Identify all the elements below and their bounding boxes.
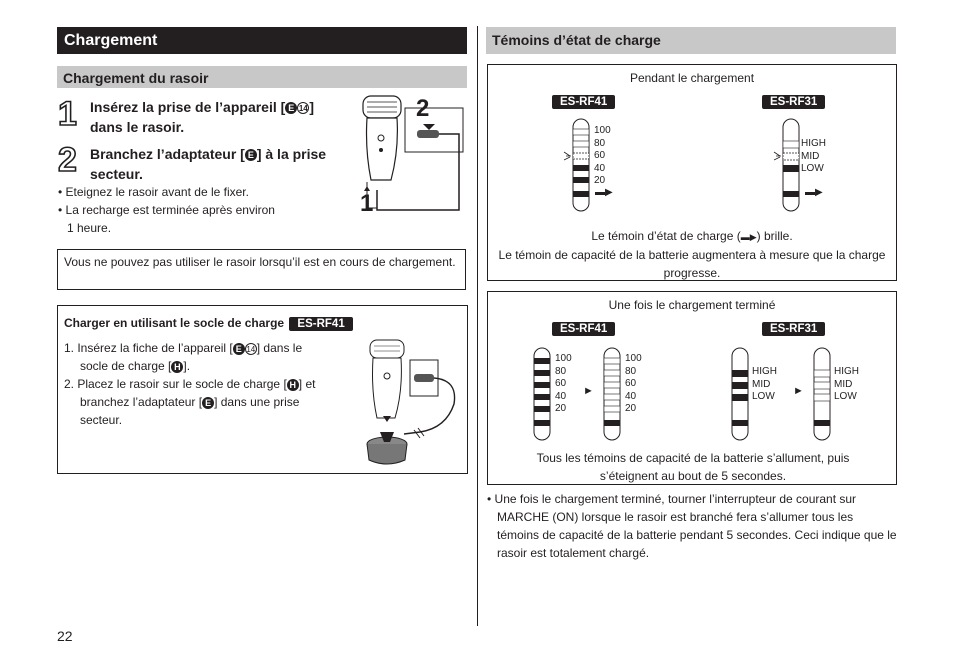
stand-title-text: Charger en utilisant le socle de charge	[64, 316, 285, 330]
level-mid: MID	[752, 378, 771, 390]
panel1-levels-a	[594, 125, 611, 188]
stand-item-1-a: 1. Insérez la fiche de l’appareil [	[64, 341, 233, 355]
plug-icon: ▬▶	[805, 187, 823, 198]
panel2-gauge-a-full	[532, 346, 552, 442]
level-100: 100	[555, 353, 572, 364]
level-high: HIGH	[834, 366, 859, 377]
panel1-caption: Pendant le chargement	[629, 71, 755, 85]
arrow-right-icon: ►	[793, 385, 804, 397]
mark-h-icon: H	[287, 379, 299, 391]
right-bullet: • Une fois le chargement terminé, tourner l’interrupteur de courant sur MARCHE (ON) lorsque le rasoir est branché fera s’allumer tous les témoins de capacité de la batterie pendant 5 secondes. Ceci indique que le rasoir est totalement chargé.	[487, 492, 897, 560]
level-60: 60	[555, 378, 567, 389]
panel1-text-line1	[488, 227, 896, 246]
panel2-model-b: ES-RF31	[762, 322, 825, 336]
level-40: 40	[555, 390, 567, 402]
stand-box	[57, 305, 468, 474]
level-40: 40	[625, 390, 637, 402]
plug-icon: ▬▶	[595, 187, 613, 198]
panel2-model-a: ES-RF41	[552, 322, 615, 336]
stand-item-2-c: branchez l’adaptateur [	[80, 395, 203, 409]
panel2-caption: Une fois le chargement terminé	[608, 298, 776, 312]
figure-label-1: 1	[360, 190, 374, 217]
page-number: 22	[57, 628, 73, 644]
level-mid: MID	[801, 150, 820, 162]
plug-icon: ▬▶	[740, 232, 757, 242]
step-1-text-c: dans le rasoir.	[90, 119, 185, 135]
panel2-levels-a2	[625, 353, 642, 416]
mark-h-icon: H	[171, 361, 183, 373]
level-high: HIGH	[752, 366, 777, 377]
mark-e-icon: E	[285, 102, 297, 114]
stand-item-1-cont	[64, 357, 354, 375]
panel1-gauge-b	[771, 117, 801, 213]
panel1-text2: Le témoin de capacité de la batterie augmentera à mesure que la charge progresse.	[498, 248, 886, 280]
step-number-2: 2	[58, 141, 77, 179]
arrow-right-icon: ►	[583, 385, 594, 397]
level-80: 80	[555, 365, 567, 377]
stand-item-1-c: socle de charge [	[80, 359, 172, 373]
stand-item-2	[64, 375, 354, 393]
level-low: LOW	[801, 163, 824, 174]
note-box	[57, 249, 466, 290]
stand-item-2-cont	[64, 393, 354, 411]
level-high: HIGH	[801, 138, 826, 149]
column-divider	[477, 26, 478, 626]
step-number-1: 1	[58, 95, 77, 133]
level-80: 80	[625, 365, 637, 377]
panel1-text1a: Le témoin d’état de charge (	[591, 229, 741, 243]
step-1-text-a: Insérez la prise de l’appareil [	[90, 99, 286, 115]
bullet-recharge: • La recharge est terminée après environ	[58, 203, 275, 217]
level-low: LOW	[752, 391, 775, 402]
note-text: Vous ne pouvez pas utiliser le rasoir lorsqu’il est en cours de chargement.	[64, 255, 456, 269]
charging-stand-illustration	[358, 336, 466, 470]
panel2-levels-b2	[834, 366, 859, 404]
panel-charging-done	[487, 291, 897, 485]
stand-item-1-d: ].	[183, 359, 191, 373]
level-20: 20	[625, 403, 637, 414]
stand-item-2-b: ] et	[298, 377, 316, 391]
section-title-chargement: Chargement	[57, 27, 467, 54]
panel-during-charging	[487, 64, 897, 281]
mark-e-icon: E	[202, 397, 214, 409]
stand-item-2-a: 2. Placez le rasoir sur le socle de charge [	[64, 377, 287, 391]
mark-e-icon: E	[233, 343, 245, 355]
panel1-levels-b	[801, 138, 826, 176]
level-20: 20	[555, 403, 567, 414]
level-100: 100	[594, 125, 611, 136]
step-1-text	[90, 97, 350, 137]
mark-14-icon: 14	[298, 104, 308, 114]
stand-item-2-e: secteur.	[80, 413, 123, 427]
panel2-gauge-b-off	[812, 346, 832, 442]
bullet-recharge-cont: 1 heure.	[67, 221, 112, 235]
stand-item-1	[64, 339, 354, 357]
step-2-text-b: ] à la prise	[256, 146, 327, 162]
panel1-text	[488, 227, 896, 282]
level-40: 40	[594, 162, 606, 174]
stand-instructions	[64, 339, 354, 429]
panel2-text: Tous les témoins de capacité de la batterie s’allument, puis s’éteignent au bout de 5 secondes.	[536, 451, 850, 483]
level-20: 20	[594, 175, 606, 186]
charging-bullets	[58, 183, 358, 237]
stand-model-badge: ES-RF41	[289, 317, 352, 331]
mark-e-icon: E	[245, 149, 257, 161]
section-title-temoins: Témoins d’état de charge	[486, 27, 896, 54]
step-1-text-b: ]	[309, 99, 314, 115]
mark-14-icon: 14	[246, 344, 256, 354]
panel2-gauge-b-full	[730, 346, 750, 442]
panel2-levels-a1	[555, 353, 572, 416]
panel1-text1b: ) brille.	[756, 229, 793, 243]
panel1-model-b: ES-RF31	[762, 95, 825, 109]
stand-item-2-d: ] dans une prise	[214, 395, 300, 409]
level-80: 80	[594, 137, 606, 149]
panel2-gauge-a-off	[602, 346, 622, 442]
step-2-text	[90, 144, 360, 184]
figure-label-2: 2	[416, 95, 430, 122]
bullet-eteignez: • Eteignez le rasoir avant de le fixer.	[58, 185, 249, 199]
level-low: LOW	[834, 391, 857, 402]
level-60: 60	[625, 378, 637, 389]
shaver-adapter-illustration	[355, 90, 467, 218]
step-2-text-c: secteur.	[90, 166, 143, 182]
subsection-title-chargement-rasoir: Chargement du rasoir	[57, 66, 467, 88]
level-100: 100	[625, 353, 642, 364]
panel1-model-a: ES-RF41	[552, 95, 615, 109]
stand-title	[64, 316, 353, 331]
level-mid: MID	[834, 378, 853, 390]
panel2-levels-b1	[752, 366, 777, 404]
step-2-text-a: Branchez l’adaptateur [	[90, 146, 245, 162]
stand-item-1-b: ] dans le	[256, 341, 303, 355]
panel1-gauge-a	[561, 117, 591, 213]
level-60: 60	[594, 150, 606, 161]
